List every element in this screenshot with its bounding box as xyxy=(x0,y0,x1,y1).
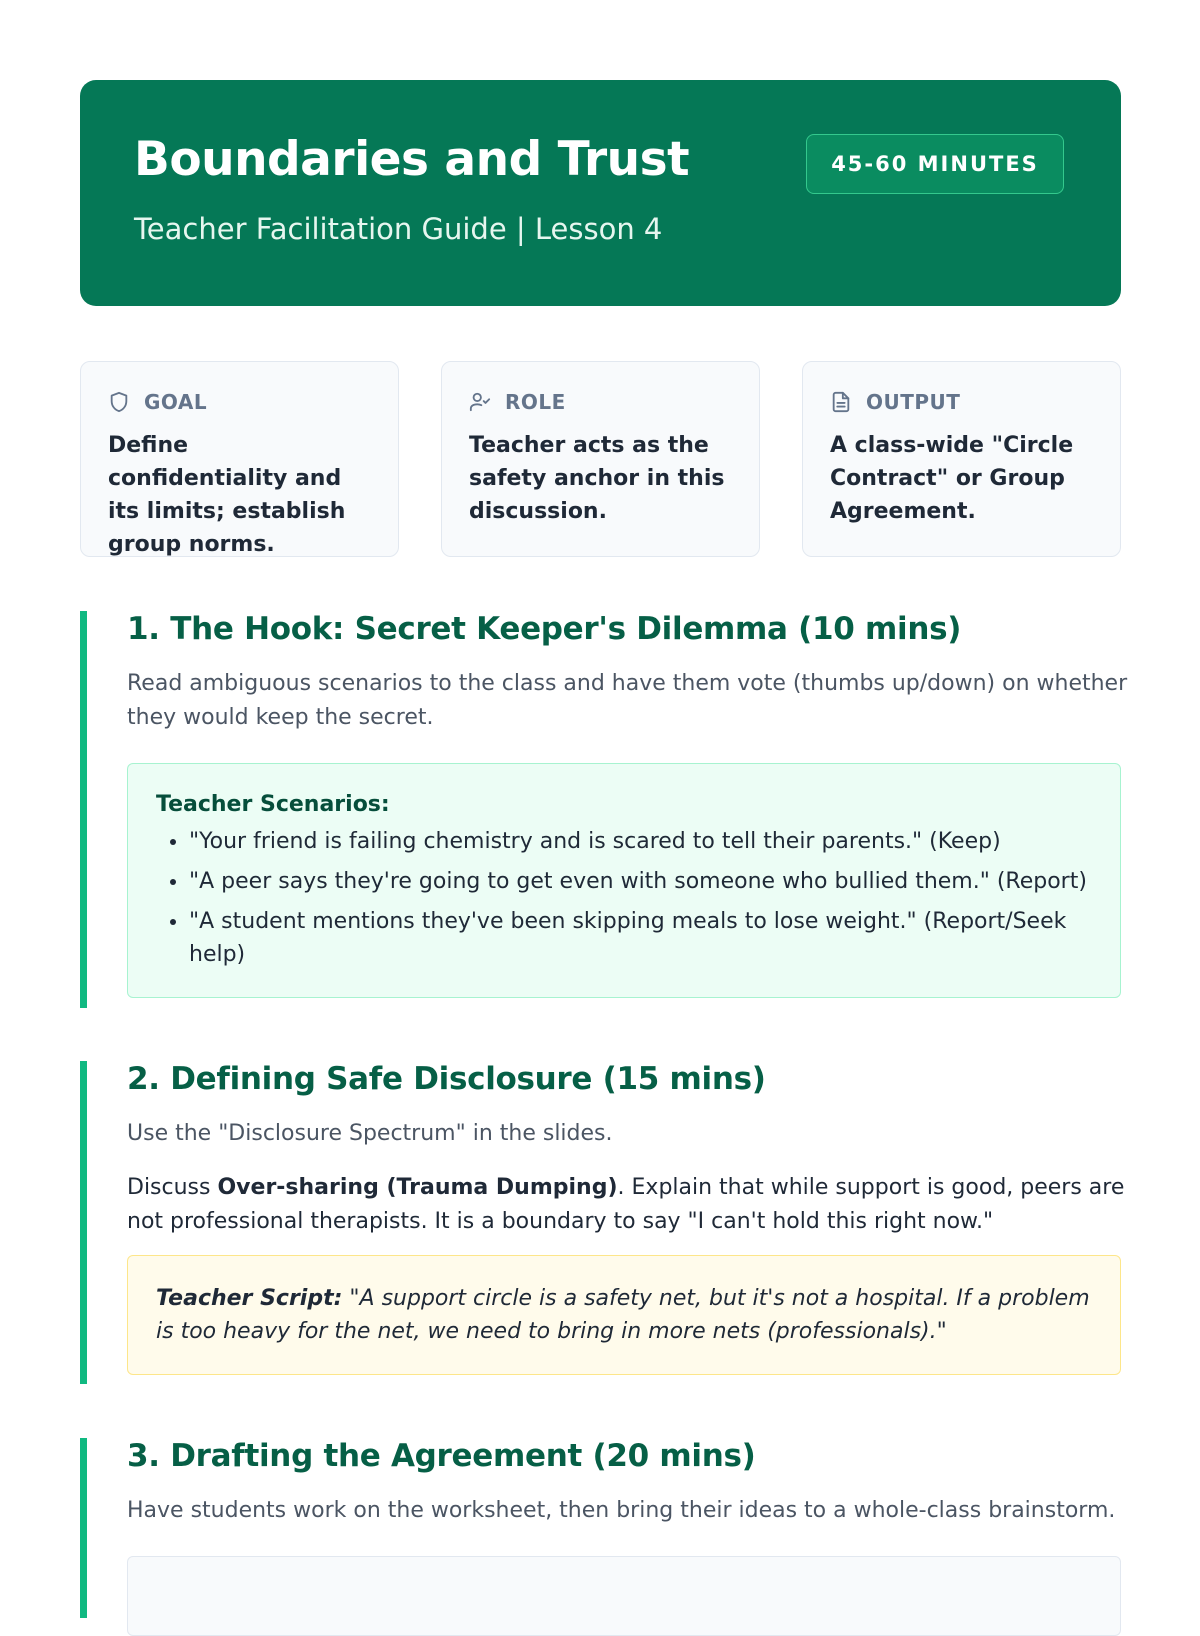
section-safe-disclosure xyxy=(80,1061,1128,1384)
list-item: • "A peer says they're going to get even with someone who bullied them." (Report) xyxy=(189,865,1092,898)
script-text: "A support circle is a safety net, but it's not a hospital. If a problem is too heavy for the net, we need to bring in more nets (professionals)." xyxy=(156,1286,1090,1344)
teacher-scenarios-box xyxy=(127,763,1121,998)
output-card xyxy=(802,361,1121,557)
script-label: Teacher Script: xyxy=(156,1286,343,1311)
body-text: Discuss xyxy=(127,1175,218,1200)
document-icon xyxy=(830,391,852,413)
teacher-script-box xyxy=(127,1255,1121,1375)
section-description: Read ambiguous scenarios to the class and have them vote (thumbs up/down) on whether they would keep the secret. xyxy=(127,671,1128,730)
section-description: Use the "Disclosure Spectrum" in the slides. xyxy=(127,1121,613,1146)
section-title: 1. The Hook: Secret Keeper's Dilemma (10 mins) xyxy=(127,611,962,647)
body-emphasis: Over-sharing (Trauma Dumping) xyxy=(217,1175,618,1200)
worksheet-box xyxy=(127,1556,1121,1636)
section-drafting-agreement xyxy=(80,1438,1128,1618)
section-hook xyxy=(80,611,1128,1008)
list-item: • "A student mentions they've been skipping meals to lose weight." (Report/Seek help) xyxy=(189,905,1092,971)
role-card xyxy=(441,361,760,557)
scenarios-list xyxy=(156,825,1092,971)
page-subtitle: Teacher Facilitation Guide | Lesson 4 xyxy=(134,212,663,246)
shield-icon xyxy=(108,391,130,413)
role-label: ROLE xyxy=(505,390,566,414)
list-item: • "Your friend is failing chemistry and is scared to tell their parents." (Keep) xyxy=(189,825,1092,858)
section-title: 3. Drafting the Agreement (20 mins) xyxy=(127,1438,756,1474)
goal-label: GOAL xyxy=(144,390,208,414)
output-label: OUTPUT xyxy=(866,390,961,414)
body-text: . Explain that while support is good, peers are not professional therapists. It is a boundary to say "I can't hold this right now." xyxy=(127,1175,1125,1234)
role-text: Teacher acts as the safety anchor in this discussion. xyxy=(469,433,725,524)
goal-card xyxy=(80,361,399,557)
duration-badge: 45-60 MINUTES xyxy=(806,134,1064,194)
section-body xyxy=(127,1171,1128,1239)
page-title: Boundaries and Trust xyxy=(134,132,690,187)
goal-text: Define confidentiality and its limits; establish group norms. xyxy=(108,433,346,557)
lesson-header xyxy=(80,80,1121,306)
user-check-icon xyxy=(469,391,491,413)
output-text: A class-wide "Circle Contract" or Group Agreement. xyxy=(830,433,1074,524)
scenarios-title: Teacher Scenarios: xyxy=(156,792,390,817)
section-title: 2. Defining Safe Disclosure (15 mins) xyxy=(127,1061,766,1097)
section-description: Have students work on the worksheet, then bring their ideas to a whole-class brainstorm. xyxy=(127,1498,1116,1523)
